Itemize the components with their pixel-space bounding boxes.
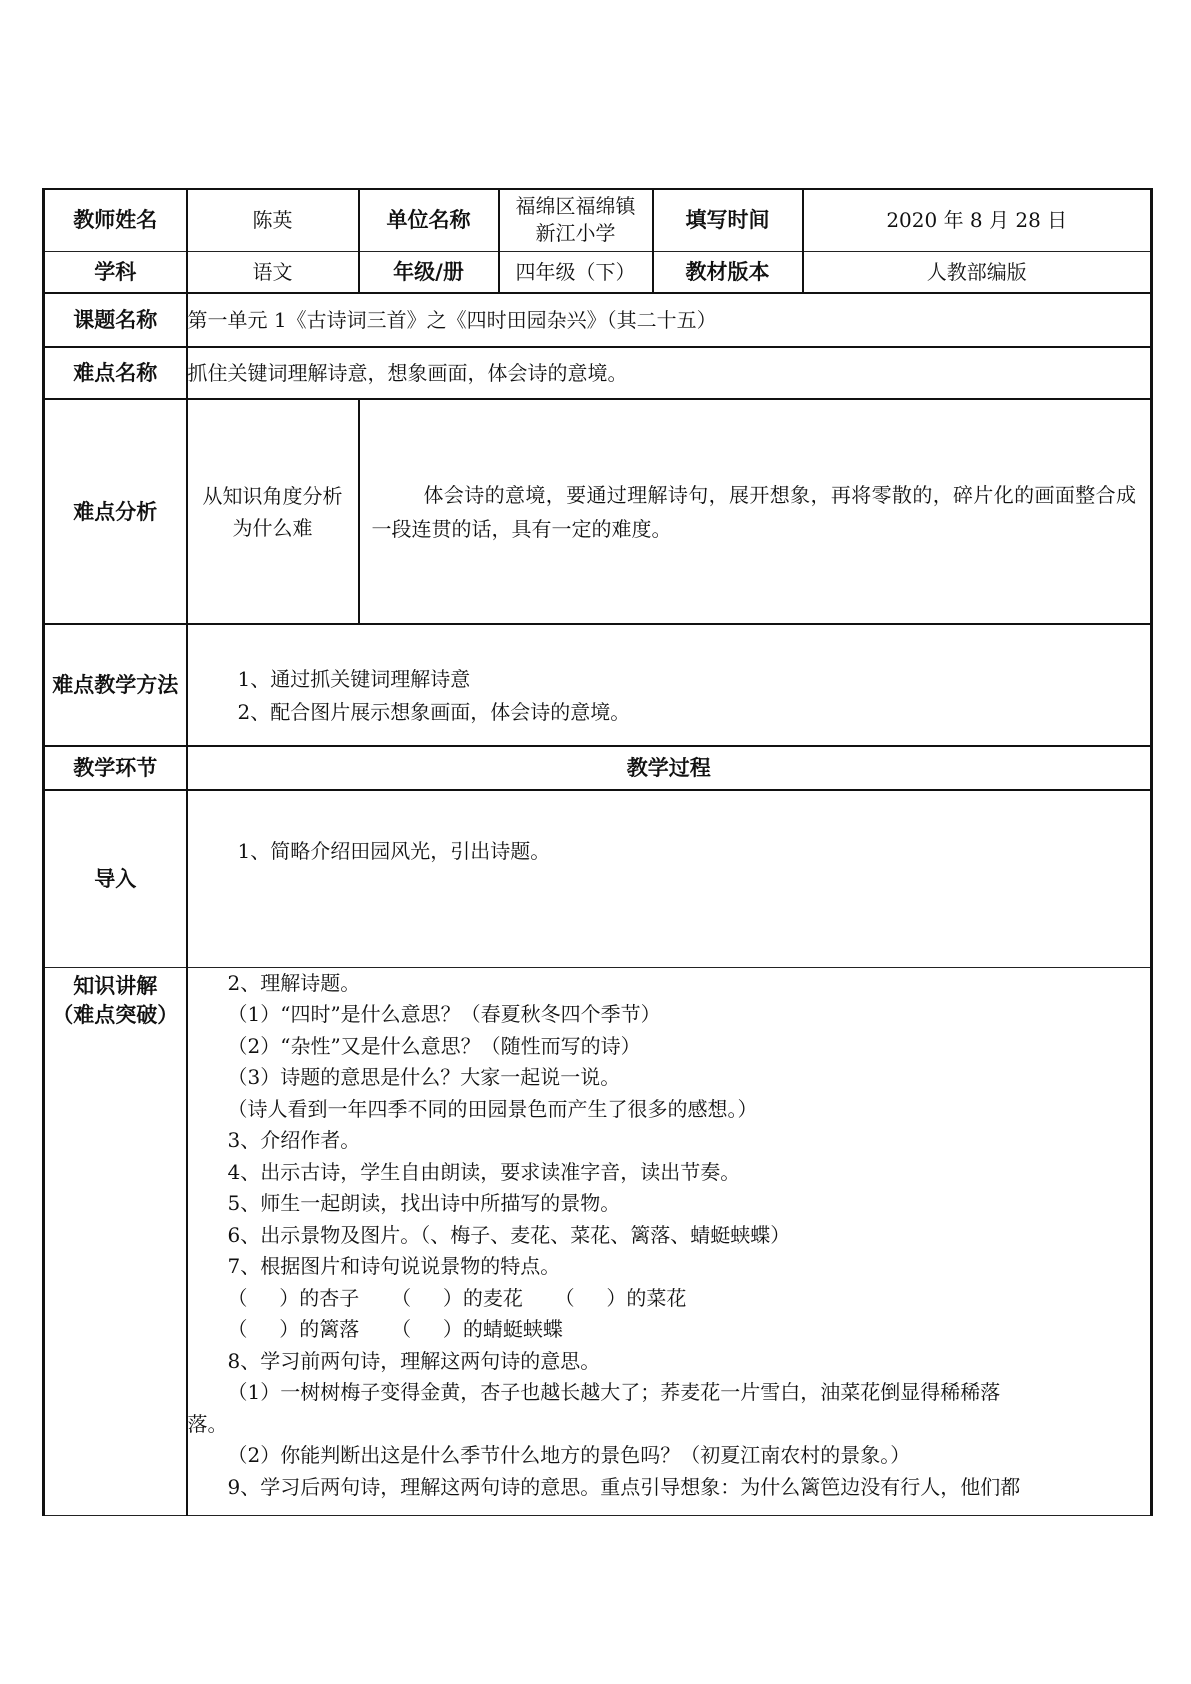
teaching-stage-header: 教学环节 — [44, 746, 187, 790]
knowledge-label — [44, 967, 187, 1515]
fill-date-label: 填写时间 — [653, 189, 803, 251]
analysis-sub-label-line-1: 从知识角度分析 — [202, 483, 343, 508]
method-row — [44, 624, 1152, 746]
intro-label: 导入 — [44, 790, 187, 967]
difficulty-label: 难点名称 — [44, 347, 187, 399]
knowledge-row — [44, 967, 1152, 1515]
teacher-name-label: 教师姓名 — [44, 189, 187, 251]
process-header-row — [44, 746, 1152, 790]
unit-name-line-2: 新江小学 — [535, 221, 616, 246]
lesson-title-label: 课题名称 — [44, 293, 187, 347]
edition-label: 教材版本 — [653, 251, 803, 293]
knowledge-line: 9、学习后两句诗，理解这两句诗的意思。重点引导想象：为什么篱笆边没有行人，他们都 — [227, 1474, 1021, 1499]
analysis-sub-label-line-2: 为什么难 — [232, 515, 313, 540]
subject-value: 语文 — [187, 251, 359, 293]
knowledge-line: 5、师生一起朗读，找出诗中所描写的景物。 — [227, 1191, 621, 1215]
method-list — [188, 663, 1151, 729]
knowledge-line: 7、根据图片和诗句说说景物的特点。 — [227, 1254, 561, 1278]
knowledge-line: （1）一树树梅子变得金黄，杏子也越长越大了；荞麦花一片雪白，油菜花倒显得稀稀落 — [227, 1380, 1001, 1404]
knowledge-line: 4、出示古诗，学生自由朗读，要求读准字音，读出节奏。 — [227, 1159, 741, 1184]
unit-name-line-1: 福绵区福绵镇 — [515, 194, 636, 219]
knowledge-line: 2、理解诗题。 — [227, 970, 361, 995]
knowledge-line: （2）你能判断出这是什么季节什么地方的景色吗？（初夏江南农村的景象。） — [227, 1443, 911, 1467]
subject-label: 学科 — [44, 251, 187, 293]
intro-text: 1、简略介绍田园风光，引出诗题。 — [237, 839, 551, 863]
teacher-name-value: 陈英 — [187, 189, 359, 251]
lesson-row — [44, 293, 1152, 347]
method-cell — [187, 624, 1152, 746]
analysis-row — [44, 399, 1152, 624]
analysis-text: 体会诗的意境，要通过理解诗句，展开想象，再将零散的，碎片化的画面整合成一段连贯的话，具有一定的难度。 — [371, 482, 1136, 541]
knowledge-line: （ ）的杏子 （ ）的麦花 （ ）的菜花 — [227, 1285, 687, 1310]
lesson-title-value: 第一单元 1《古诗词三首》之《四时田园杂兴》（其二十五） — [187, 293, 1152, 347]
knowledge-line: （1）“四时”是什么意思？（春夏秋冬四个季节） — [227, 1002, 661, 1026]
knowledge-line: （ ）的篱落 （ ）的蜻蜓蛱蝶 — [227, 1317, 563, 1341]
difficulty-row — [44, 347, 1152, 399]
edition-value: 人教部编版 — [803, 251, 1152, 293]
knowledge-line: （3）诗题的意思是什么？大家一起说一说。 — [227, 1065, 621, 1089]
header-row-1 — [44, 189, 1152, 251]
knowledge-line: 6、出示景物及图片。（、梅子、麦花、菜花、篱落、蜻蜓蛱蝶） — [227, 1222, 791, 1247]
knowledge-line: 3、介绍作者。 — [227, 1128, 361, 1152]
knowledge-cell — [187, 967, 1152, 1515]
knowledge-lines — [188, 968, 1151, 1504]
method-item: 2、配合图片展示想象画面，体会诗的意境。 — [237, 700, 631, 724]
intro-cell — [187, 790, 1152, 967]
knowledge-label-line-2: （难点突破） — [52, 1002, 179, 1027]
knowledge-line: 8、学习前两句诗，理解这两句诗的意思。 — [227, 1348, 601, 1373]
knowledge-label-line-1: 知识讲解 — [73, 973, 158, 998]
intro-row — [44, 790, 1152, 967]
analysis-label: 难点分析 — [44, 399, 187, 624]
knowledge-line: 落。 — [187, 1411, 228, 1436]
grade-label: 年级/册 — [359, 251, 499, 293]
method-item: 1、通过抓关键词理解诗意 — [237, 667, 471, 691]
fill-date-value: 2020 年 8 月 28 日 — [803, 189, 1152, 251]
grade-value: 四年级（下） — [499, 251, 653, 293]
lesson-plan-table — [42, 188, 1153, 1516]
knowledge-line: （2）“杂性”又是什么意思？（随性而写的诗） — [227, 1033, 641, 1058]
header-row-2 — [44, 251, 1152, 293]
analysis-text-cell — [359, 399, 1152, 624]
analysis-sub-label — [187, 399, 359, 624]
unit-name-label: 单位名称 — [359, 189, 499, 251]
unit-name-value — [499, 189, 653, 251]
knowledge-line: （诗人看到一年四季不同的田园景色而产生了很多的感想。） — [227, 1096, 758, 1121]
method-label: 难点教学方法 — [44, 624, 187, 746]
teaching-process-header: 教学过程 — [187, 746, 1152, 790]
difficulty-value: 抓住关键词理解诗意，想象画面，体会诗的意境。 — [187, 347, 1152, 399]
